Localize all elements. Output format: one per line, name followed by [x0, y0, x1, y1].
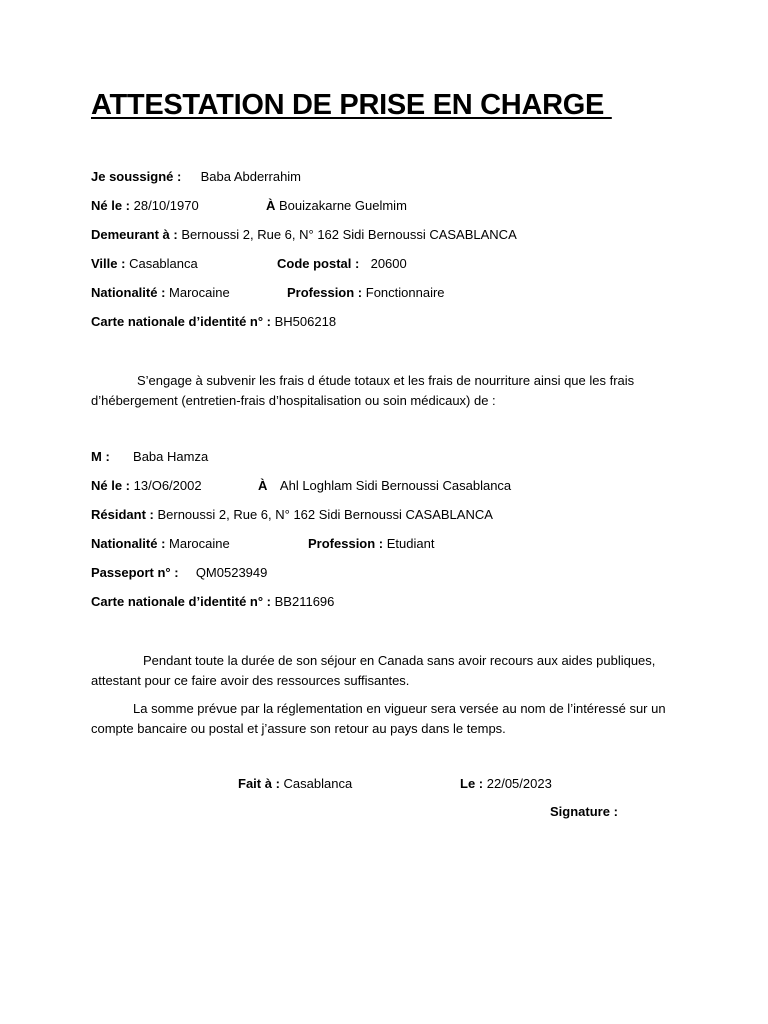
garant-city-line	[91, 256, 198, 271]
garant-name-value: Baba Abderrahim	[200, 169, 302, 184]
beneficiary-birthplace-label: À	[258, 478, 268, 493]
beneficiary-address-line	[91, 507, 493, 522]
beneficiary-id-value: BB211696	[274, 594, 335, 609]
beneficiary-birth-label: Né le :	[91, 478, 131, 493]
beneficiary-id-label: Carte nationale d’identité n° :	[91, 594, 271, 609]
garant-id-label: Carte nationale d’identité n° :	[91, 314, 271, 329]
date-value: 22/05/2023	[486, 776, 552, 791]
somme-paragraph: La somme prévue par la réglementation en vigueur sera versée au nom de l’intéressé sur un compte bancaire ou postal et j’assure son retour au pays dans le temps.	[91, 701, 666, 736]
garant-profession-value: Fonctionnaire	[365, 285, 445, 300]
beneficiary-name-value: Baba Hamza	[133, 449, 209, 464]
document-title: ATTESTATION DE PRISE EN CHARGE	[91, 89, 612, 121]
beneficiary-profession-line	[308, 536, 434, 551]
beneficiary-id-line	[91, 594, 334, 609]
garant-address-line	[91, 227, 517, 242]
fait-a-label: Fait à :	[238, 776, 280, 791]
garant-address-value: Bernoussi 2, Rue 6, N° 162 Sidi Bernoussi CASABLANCA	[181, 227, 517, 242]
sejour-paragraph: Pendant toute la durée de son séjour en Canada sans avoir recours aux aides publiques, attestant pour ce faire avoir des ressources suffisantes.	[91, 653, 656, 688]
garant-postal-line	[277, 256, 407, 271]
beneficiary-name-line	[91, 449, 208, 464]
fait-a-value: Casablanca	[283, 776, 353, 791]
garant-id-value: BH506218	[274, 314, 337, 329]
beneficiary-passport-label: Passeport n° :	[91, 565, 179, 580]
beneficiary-passport-value: QM0523949	[195, 565, 268, 580]
garant-nationality-line	[91, 285, 230, 300]
beneficiary-passport-line	[91, 565, 267, 580]
beneficiary-birthplace-line	[258, 478, 511, 493]
garant-name-label: Je soussigné :	[91, 169, 182, 184]
beneficiary-birthplace-value: Ahl Loghlam Sidi Bernoussi Casablanca	[279, 478, 512, 493]
beneficiary-nationality-value: Marocaine	[169, 536, 230, 551]
garant-birthplace-value: Bouizakarne Guelmim	[279, 198, 407, 213]
garant-nationality-label: Nationalité :	[91, 285, 166, 300]
garant-profession-line	[287, 285, 445, 300]
beneficiary-profession-label: Profession :	[308, 536, 384, 551]
beneficiary-profession-value: Etudiant	[386, 536, 435, 551]
date-line	[460, 776, 552, 791]
garant-address-label: Demeurant à :	[91, 227, 178, 242]
garant-postal-label: Code postal :	[277, 256, 360, 271]
beneficiary-name-label: M :	[91, 449, 110, 464]
garant-id-line	[91, 314, 336, 329]
garant-city-value: Casablanca	[129, 256, 198, 271]
garant-name-line	[91, 169, 301, 184]
garant-birth-label: Né le :	[91, 198, 131, 213]
beneficiary-birth-date: 13/O6/2002	[133, 478, 202, 493]
garant-birthplace-line	[266, 198, 407, 213]
signature-label: Signature :	[550, 804, 618, 819]
engagement-paragraph: S’engage à subvenir les frais d étude totaux et les frais de nourriture ainsi que les frais d’hébergement (entretien-frais d’hospitalisation ou soin médicaux) de :	[91, 373, 635, 408]
garant-profession-label: Profession :	[287, 285, 363, 300]
garant-birth-date: 28/10/1970	[133, 198, 199, 213]
beneficiary-nationality-label: Nationalité :	[91, 536, 166, 551]
beneficiary-nationality-line	[91, 536, 230, 551]
garant-birthplace-label: À	[266, 198, 276, 213]
garant-nationality-value: Marocaine	[169, 285, 230, 300]
garant-postal-value: 20600	[370, 256, 407, 271]
garant-city-label: Ville :	[91, 256, 126, 271]
garant-birth-line	[91, 198, 199, 213]
beneficiary-birth-line	[91, 478, 202, 493]
date-label: Le :	[460, 776, 484, 791]
fait-a-line	[238, 776, 352, 791]
beneficiary-address-label: Résidant :	[91, 507, 154, 522]
beneficiary-address-value: Bernoussi 2, Rue 6, N° 162 Sidi Bernoussi CASABLANCA	[157, 507, 493, 522]
